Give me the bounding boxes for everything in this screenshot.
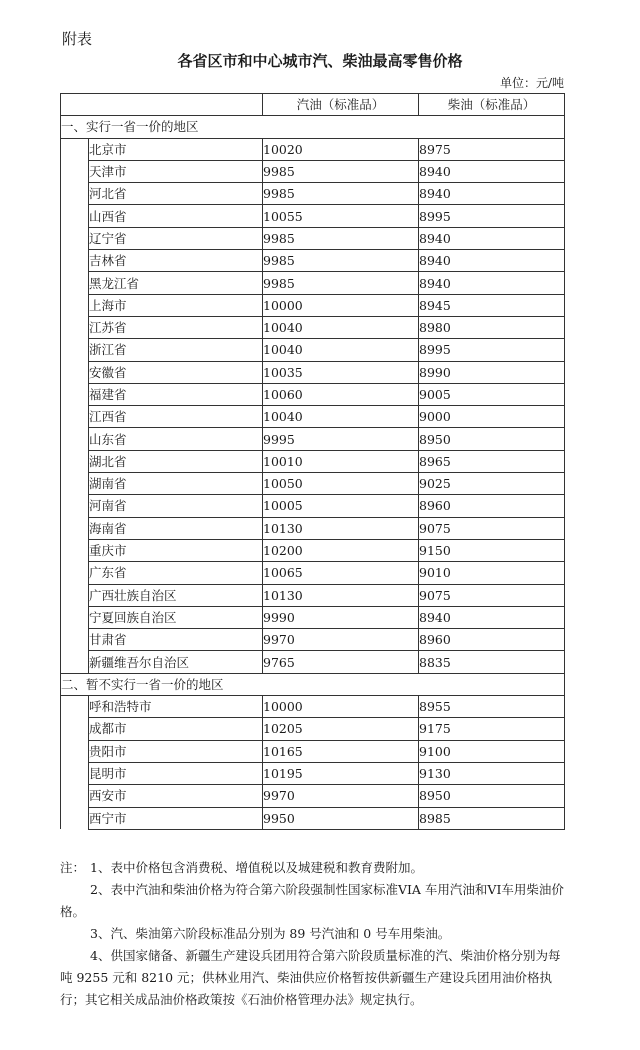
diesel-price: 8835	[419, 651, 565, 673]
note-3	[60, 923, 570, 945]
diesel-price: 8940	[419, 227, 565, 249]
header-blank	[61, 94, 263, 116]
table-row	[61, 651, 565, 673]
table-row	[61, 183, 565, 205]
table-row	[61, 250, 565, 272]
gasoline-price: 9765	[263, 651, 419, 673]
diesel-price: 8950	[419, 785, 565, 807]
note-1	[60, 857, 570, 879]
indent-cell	[61, 272, 89, 294]
indent-cell	[61, 606, 89, 628]
note-text: 3、汽、柴油第六阶段标准品分别为 89 号汽油和 0 号车用柴油。	[90, 926, 451, 941]
indent-cell	[61, 205, 89, 227]
table-row	[61, 785, 565, 807]
region-name: 呼和浩特市	[89, 696, 263, 718]
indent-cell	[61, 450, 89, 472]
table-row	[61, 740, 565, 762]
indent-cell	[61, 785, 89, 807]
table-row	[61, 517, 565, 539]
region-name: 广西壮族自治区	[89, 584, 263, 606]
gasoline-price: 10195	[263, 762, 419, 784]
section-row	[61, 673, 565, 695]
region-name: 吉林省	[89, 250, 263, 272]
region-name: 河南省	[89, 495, 263, 517]
indent-cell	[61, 539, 89, 561]
gasoline-price: 10000	[263, 294, 419, 316]
gasoline-price: 9995	[263, 428, 419, 450]
table-row	[61, 696, 565, 718]
gasoline-price: 9985	[263, 160, 419, 182]
region-name: 黑龙江省	[89, 272, 263, 294]
table-row	[61, 450, 565, 472]
gasoline-price: 9990	[263, 606, 419, 628]
region-name: 北京市	[89, 138, 263, 160]
diesel-price: 9150	[419, 539, 565, 561]
header-gasoline: 汽油（标准品）	[263, 94, 419, 116]
note-text: 2、表中汽油和柴油价格为符合第六阶段强制性国家标准VIA 车用汽油和VI车用柴油价格。	[60, 882, 564, 919]
document-title: 各省区市和中心城市汽、柴油最高零售价格	[177, 52, 463, 70]
region-name: 西安市	[89, 785, 263, 807]
region-name: 成都市	[89, 718, 263, 740]
gasoline-price: 10205	[263, 718, 419, 740]
region-name: 上海市	[89, 294, 263, 316]
gasoline-price: 9985	[263, 272, 419, 294]
indent-cell	[61, 718, 89, 740]
indent-cell	[61, 629, 89, 651]
diesel-price: 8940	[419, 160, 565, 182]
region-name: 天津市	[89, 160, 263, 182]
region-name: 江苏省	[89, 316, 263, 338]
gasoline-price: 9970	[263, 629, 419, 651]
table-row	[61, 718, 565, 740]
note-4	[60, 945, 570, 1011]
header-diesel: 柴油（标准品）	[419, 94, 565, 116]
region-name: 昆明市	[89, 762, 263, 784]
table-row	[61, 807, 565, 829]
diesel-price: 9025	[419, 473, 565, 495]
gasoline-price: 9985	[263, 250, 419, 272]
table-row	[61, 428, 565, 450]
gasoline-price: 10040	[263, 406, 419, 428]
region-name: 甘肃省	[89, 629, 263, 651]
diesel-price: 8975	[419, 138, 565, 160]
table-row	[61, 762, 565, 784]
indent-cell	[61, 584, 89, 606]
indent-cell	[61, 562, 89, 584]
price-table	[60, 93, 565, 830]
gasoline-price: 10035	[263, 361, 419, 383]
diesel-price: 8940	[419, 183, 565, 205]
region-name: 海南省	[89, 517, 263, 539]
gasoline-price: 9985	[263, 183, 419, 205]
table-row	[61, 138, 565, 160]
diesel-price: 9010	[419, 562, 565, 584]
indent-cell	[61, 383, 89, 405]
gasoline-price: 9950	[263, 807, 419, 829]
diesel-price: 9075	[419, 584, 565, 606]
indent-cell	[61, 428, 89, 450]
diesel-price: 9175	[419, 718, 565, 740]
table-row	[61, 606, 565, 628]
diesel-price: 8950	[419, 428, 565, 450]
region-name: 福建省	[89, 383, 263, 405]
region-name: 山东省	[89, 428, 263, 450]
gasoline-price: 10130	[263, 584, 419, 606]
table-row	[61, 339, 565, 361]
region-name: 贵阳市	[89, 740, 263, 762]
region-name: 山西省	[89, 205, 263, 227]
table-row	[61, 361, 565, 383]
indent-cell	[61, 339, 89, 361]
region-name: 重庆市	[89, 539, 263, 561]
region-name: 辽宁省	[89, 227, 263, 249]
diesel-price: 9000	[419, 406, 565, 428]
gasoline-price: 10020	[263, 138, 419, 160]
indent-cell	[61, 696, 89, 718]
attachment-label: 附表	[62, 30, 93, 48]
table-row	[61, 473, 565, 495]
diesel-price: 8940	[419, 606, 565, 628]
table-row	[61, 629, 565, 651]
diesel-price: 9130	[419, 762, 565, 784]
table-row	[61, 160, 565, 182]
table-row	[61, 539, 565, 561]
section-label: 一、实行一省一价的地区	[61, 116, 565, 138]
indent-cell	[61, 250, 89, 272]
section-label: 二、暂不实行一省一价的地区	[61, 673, 565, 695]
indent-cell	[61, 517, 89, 539]
indent-cell	[61, 495, 89, 517]
region-name: 宁夏回族自治区	[89, 606, 263, 628]
gasoline-price: 10165	[263, 740, 419, 762]
diesel-price: 9075	[419, 517, 565, 539]
indent-cell	[61, 762, 89, 784]
indent-cell	[61, 227, 89, 249]
table-row	[61, 383, 565, 405]
gasoline-price: 10065	[263, 562, 419, 584]
table-row	[61, 406, 565, 428]
diesel-price: 8985	[419, 807, 565, 829]
gasoline-price: 10040	[263, 339, 419, 361]
diesel-price: 8995	[419, 205, 565, 227]
indent-cell	[61, 651, 89, 673]
diesel-price: 8965	[419, 450, 565, 472]
indent-cell	[61, 807, 89, 829]
region-name: 河北省	[89, 183, 263, 205]
note-2	[60, 879, 570, 923]
diesel-price: 8960	[419, 629, 565, 651]
region-name: 江西省	[89, 406, 263, 428]
region-name: 新疆维吾尔自治区	[89, 651, 263, 673]
diesel-price: 9005	[419, 383, 565, 405]
note-text: 1、表中价格包含消费税、增值税以及城建税和教育费附加。	[90, 860, 423, 875]
table-row	[61, 294, 565, 316]
table-row	[61, 316, 565, 338]
indent-cell	[61, 183, 89, 205]
diesel-price: 8945	[419, 294, 565, 316]
indent-cell	[61, 316, 89, 338]
diesel-price: 8990	[419, 361, 565, 383]
diesel-price: 8955	[419, 696, 565, 718]
gasoline-price: 9970	[263, 785, 419, 807]
table-row	[61, 562, 565, 584]
table-row	[61, 227, 565, 249]
table-header-row	[61, 94, 565, 116]
note-text: 4、供国家储备、新疆生产建设兵团用符合第六阶段质量标准的汽、柴油价格分别为每吨 9255 元和 8210 元；供林业用汽、柴油供应价格暂按供新疆生产建设兵团用油价格执行；其它相关成品油价格政策按《石油价格管理办法》规定执行。	[60, 948, 561, 1007]
gasoline-price: 10200	[263, 539, 419, 561]
indent-cell	[61, 473, 89, 495]
gasoline-price: 9985	[263, 227, 419, 249]
section-row	[61, 116, 565, 138]
diesel-price: 8960	[419, 495, 565, 517]
indent-cell	[61, 406, 89, 428]
diesel-price: 8940	[419, 250, 565, 272]
region-name: 西宁市	[89, 807, 263, 829]
indent-cell	[61, 740, 89, 762]
indent-cell	[61, 138, 89, 160]
region-name: 湖南省	[89, 473, 263, 495]
diesel-price: 8995	[419, 339, 565, 361]
notes-prefix: 注：	[60, 860, 86, 875]
unit-label: 单位：元/吨	[499, 76, 564, 90]
indent-cell	[61, 361, 89, 383]
indent-cell	[61, 294, 89, 316]
gasoline-price: 10130	[263, 517, 419, 539]
notes	[60, 857, 570, 1011]
gasoline-price: 10060	[263, 383, 419, 405]
table-row	[61, 584, 565, 606]
gasoline-price: 10005	[263, 495, 419, 517]
price-table-body	[61, 94, 565, 830]
indent-cell	[61, 160, 89, 182]
region-name: 浙江省	[89, 339, 263, 361]
gasoline-price: 10040	[263, 316, 419, 338]
gasoline-price: 10055	[263, 205, 419, 227]
diesel-price: 9100	[419, 740, 565, 762]
gasoline-price: 10050	[263, 473, 419, 495]
table-row	[61, 272, 565, 294]
region-name: 湖北省	[89, 450, 263, 472]
gasoline-price: 10010	[263, 450, 419, 472]
diesel-price: 8980	[419, 316, 565, 338]
diesel-price: 8940	[419, 272, 565, 294]
table-row	[61, 205, 565, 227]
region-name: 广东省	[89, 562, 263, 584]
gasoline-price: 10000	[263, 696, 419, 718]
region-name: 安徽省	[89, 361, 263, 383]
table-row	[61, 495, 565, 517]
